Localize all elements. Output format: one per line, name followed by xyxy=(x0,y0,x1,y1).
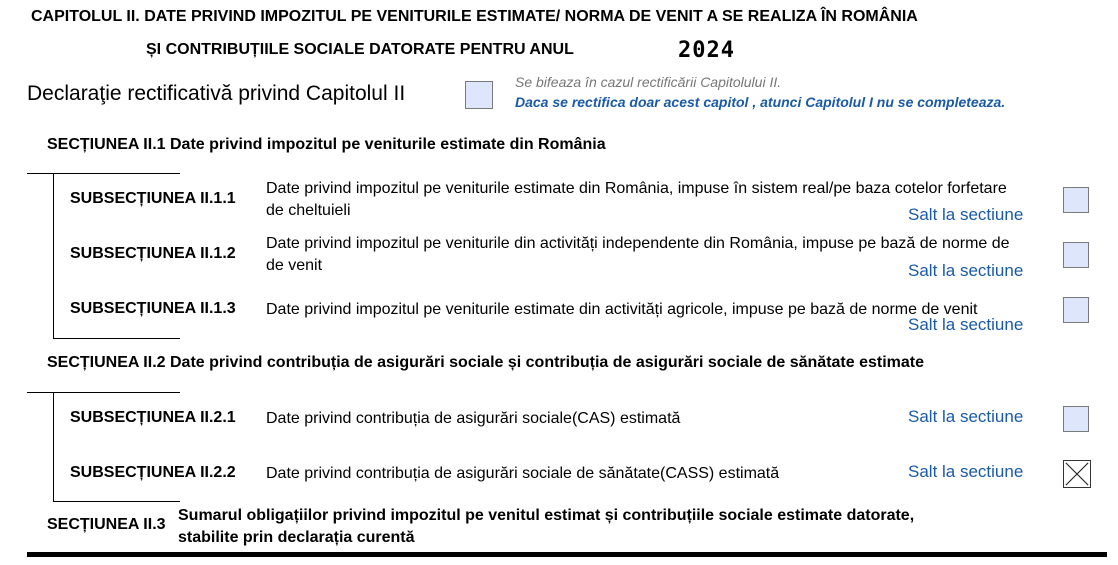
subsection-desc-line1: Date privind contribuția de asigurări sociale(CAS) estimată xyxy=(266,410,681,427)
section-2-3-title-line2: stabilite prin declarația curentă xyxy=(178,529,415,546)
subsection-desc-line1: Date privind impozitul pe veniturile din activități independente din România, impuse pe bază de norme de xyxy=(266,235,1010,252)
subsection-2-2-2-checkbox[interactable] xyxy=(1063,460,1091,488)
subsection-desc-line2: de venit xyxy=(266,257,323,274)
chapter-title-line1: CAPITOLUL II. DATE PRIVIND IMPOZITUL PE VENITURILE ESTIMATE/ NORMA DE VENIT A SE REALIZA ÎN ROMÂNIA xyxy=(31,8,918,25)
section-2-3-code: SECȚIUNEA II.3 xyxy=(47,516,166,533)
check-cross-icon xyxy=(1064,461,1090,487)
jump-to-section-link[interactable]: Salt la sectiune xyxy=(908,261,1024,280)
bracket-left-line-2-2 xyxy=(53,392,54,501)
jump-to-section-link[interactable]: Salt la sectiune xyxy=(908,462,1024,481)
section-2-3-title-line1: Sumarul obligațiilor privind impozitul pe venitul estimat și contribuțiile sociale estimate datorate, xyxy=(178,507,915,524)
bracket-left-line-2-1 xyxy=(53,173,54,338)
subsection-2-2-1-checkbox[interactable] xyxy=(1063,406,1089,432)
bracket-top-line-2-1 xyxy=(27,173,180,174)
bottom-rule xyxy=(27,552,1107,557)
bracket-top-line-2-2 xyxy=(27,392,180,393)
subsection-desc-line2: de cheltuieli xyxy=(266,202,351,219)
rectificativa-checkbox[interactable] xyxy=(465,81,493,109)
bracket-bottom-line-2-2 xyxy=(53,501,180,502)
subsection-desc-line1: Date privind contribuția de asigurări sociale de sănătate(CASS) estimată xyxy=(266,465,780,482)
jump-to-section-link[interactable]: Salt la sectiune xyxy=(908,205,1024,224)
jump-to-section-link[interactable]: Salt la sectiune xyxy=(908,315,1024,334)
fiscal-year: 2024 xyxy=(678,38,735,63)
jump-to-section-link[interactable]: Salt la sectiune xyxy=(908,407,1024,426)
subsection-code: SUBSECȚIUNEA II.1.3 xyxy=(70,300,236,317)
subsection-desc-line1: Date privind impozitul pe veniturile estimate din România, impuse în sistem real/pe baza cotelor forfetare xyxy=(266,180,1007,197)
subsection-2-1-3-checkbox[interactable] xyxy=(1063,297,1089,323)
subsection-desc-line1: Date privind impozitul pe veniturile estimate din activități agricole, impuse pe bază de norme de venit xyxy=(266,301,978,318)
subsection-2-1-2-checkbox[interactable] xyxy=(1063,242,1089,268)
rectificativa-hint-1: Se bifeaza în cazul rectificării Capitolului II. xyxy=(515,74,782,90)
rectificativa-hint-2: Daca se rectifica doar acest capitol , atunci Capitolul I nu se completeaza. xyxy=(515,94,1006,110)
subsection-code: SUBSECȚIUNEA II.2.2 xyxy=(70,464,236,481)
bracket-bottom-line-2-1 xyxy=(53,338,180,339)
section-2-2-title: SECȚIUNEA II.2 Date privind contribuția de asigurări sociale și contribuția de asigurări sociale de sănătate estimate xyxy=(47,354,925,371)
rectificativa-label: Declaraţie rectificativă privind Capitolul II xyxy=(27,82,406,105)
section-2-1-title: SECȚIUNEA II.1 Date privind impozitul pe veniturile estimate din România xyxy=(47,136,606,153)
subsection-code: SUBSECȚIUNEA II.1.1 xyxy=(70,190,236,207)
subsection-code: SUBSECȚIUNEA II.1.2 xyxy=(70,245,236,262)
subsection-code: SUBSECȚIUNEA II.2.1 xyxy=(70,409,236,426)
subsection-2-1-1-checkbox[interactable] xyxy=(1063,187,1089,213)
chapter-title-line2: ȘI CONTRIBUȚIILE SOCIALE DATORATE PENTRU ANUL xyxy=(146,41,574,58)
